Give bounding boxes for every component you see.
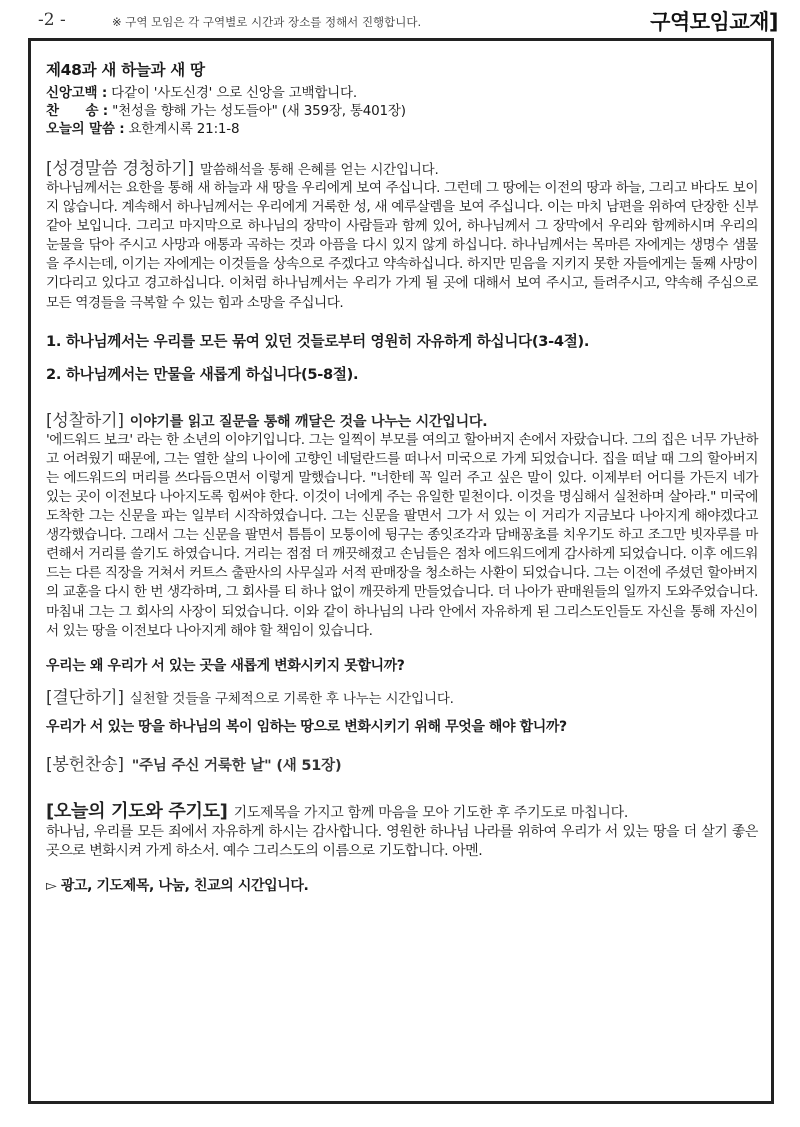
scripture-label: 오늘의 말씀 : <box>46 121 125 137</box>
prayer-heading <box>46 797 758 823</box>
offering-section <box>46 750 758 775</box>
header-note: ※ 구역 모임은 각 구역별로 시간과 장소를 정해서 진행합니다. <box>112 15 422 29</box>
point-1: 1. 하나님께서는 우리를 모든 묶여 있던 것들로부터 영원히 자유하게 하십니다(3-4절). <box>46 332 590 350</box>
scripture-text: 요한계시록 21:1-8 <box>128 121 240 137</box>
creed-text: 다같이 '사도신경' 으로 신앙을 고백합니다. <box>111 85 357 101</box>
listen-heading <box>46 154 758 179</box>
page-number: -2 - <box>38 10 66 30</box>
reflect-heading <box>46 406 758 431</box>
offering-hymn: "주님 주신 거룩한 날" (새 51장) <box>131 757 342 774</box>
listen-section <box>46 154 758 384</box>
reflect-question: 우리는 왜 우리가 서 있는 곳을 새롭게 변화시키지 못합니까? <box>46 657 405 674</box>
listen-desc: 말씀해석을 통해 은혜를 얻는 시간입니다. <box>199 162 439 178</box>
reflect-desc: 이야기를 읽고 질문을 통해 깨달은 것을 나누는 시간입니다. <box>129 413 488 430</box>
reflect-body: '에드워드 보크' 라는 한 소년의 이야기입니다. 그는 일찍이 부모를 여의고 할아버지 손에서 자랐습니다. 그의 집은 너무 가난하고 어려웠기 때문에, 그는 열한 살의 나이에 고향인 네덜란드를 떠나서 미국으로 가게 되었습니다. 집을 떠날 때 그의 할아버지는 에드워드의 머리를 쓰다듬으면서 이렇게 말했습니다. "너한테 꼭 일러 주고 싶은 말이 있다. 이제부터 어디를 가든지 네가 있는 곳이 이전보다 나아지도록 힘써야 한다. 이것이 너에게 주는 유일한 밑천이다. 이것을 명심해서 실천하며 살아라." 미국에 도착한 그는 신문을 파는 일부터 시작하였습니다. 그는 신문을 팔면서 그가 서 있는 이 거리가 지금보다 나아지게 해야겠다고 생각했습니다. 그래서 그는 신문을 팔면서 틈틈이 모퉁이에 뒹구는 종잇조각과 담배꽁초를 치우기도 하고 조그만 빗자루를 마련해서 거리를 쓸기도 하였습니다. 거리는 점점 더 깨끗해졌고 손님들은 점차 에드워드에게 감사하게 되었습니다. 이후 에드워드는 다른 직장을 거쳐서 커트스 출판사의 사무실과 서적 판매장을 청소하는 사환이 되었습니다. 그는 이전에 주셨던 할아버지의 교훈을 다시 한 번 생각하며, 그 회사를 티 하나 없이 깨끗하게 만들었습니다. 더 나아가 판매원들의 일까지 도와주었습니다. 마침내 그는 그 회사의 사장이 되었습니다. 이와 같이 하나님의 나라 안에서 자유하게 된 그리스도인들도 자신을 통해 자신이 서 있는 땅을 이전보다 나아지게 해야 할 책임이 있습니다. <box>46 431 758 639</box>
decide-tag: [결단하기] <box>46 687 124 708</box>
offering-tag: [봉헌찬송] <box>46 754 124 775</box>
prayer-body: 하나님, 우리를 모든 죄에서 자유하게 하시는 감사합니다. 영원한 하나님 나라를 위하여 우리가 서 있는 땅을 더 살기 좋은 곳으로 변화시켜 가게 하소서. 예수 그리스도의 이름으로 기도합니다. 아멘. <box>46 823 758 859</box>
decide-heading <box>46 683 758 708</box>
prayer-desc: 기도제목을 가지고 함께 마음을 모아 기도한 후 주기도로 마칩니다. <box>233 804 628 821</box>
listen-tag: [성경말씀 경청하기] <box>46 159 194 179</box>
point-2: 2. 하나님께서는 만물을 새롭게 하십니다(5-8절). <box>46 365 359 383</box>
lesson-title: 제48과 새 하늘과 새 땅 <box>46 61 205 79</box>
page-header <box>28 6 778 36</box>
prayer-tag: [오늘의 기도와 주기도] <box>46 800 228 822</box>
prayer-footer: ▻ 광고, 기도제목, 나눔, 친교의 시간입니다. <box>46 877 309 894</box>
scripture-line <box>46 120 758 138</box>
hymn-label: 찬 송 : <box>46 103 108 119</box>
reflect-tag: [성찰하기] <box>46 410 124 431</box>
decide-question: 우리가 서 있는 땅을 하나님의 복이 임하는 땅으로 변화시키기 위해 무엇을 해야 합니까? <box>46 718 567 735</box>
lesson-content <box>46 58 758 895</box>
prayer-section <box>46 797 758 895</box>
hymn-text: "천성을 향해 가는 성도들아" (새 359장, 통401장) <box>112 103 406 119</box>
creed-line <box>46 84 758 102</box>
hymn-line <box>46 102 758 120</box>
decide-desc: 실천할 것들을 구체적으로 기록한 후 나누는 시간입니다. <box>129 690 454 707</box>
listen-body: 하나님께서는 요한을 통해 새 하늘과 새 땅을 우리에게 보여 주십니다. 그런데 그 땅에는 이전의 땅과 하늘, 그리고 바다도 보이지 않습니다. 계속해서 하나님께서는 우리에게 거룩한 성, 새 예루살렘을 보여 주십니다. 이는 마치 남편을 위하여 단장한 신부 같아 보입니다. 그리고 마지막으로 하나님의 장막이 사람들과 함께 있어, 하나님께서 그 장막에서 우리와 함께하시며 우리의 눈물을 닦아 주시고 사망과 애통과 곡하는 것과 아픔을 다시 있지 않게 하십니다. 하나님께서는 목마른 자에게는 생명수 샘물을 주시는데, 이기는 자에게는 이것들을 상속으로 주겠다고 약속하십니다. 하지만 믿음을 지키지 못한 자들에게는 둘째 사망이 기다리고 있다고 경고하십니다. 이처럼 하나님께서는 우리가 가게 될 곳에 대해서 보여 주시고, 들려주시고, 약속해 주심으로 모든 역경들을 극복할 수 있는 힘과 소망을 주십니다. <box>46 180 758 311</box>
decide-section <box>46 683 758 736</box>
offering-heading <box>46 750 758 775</box>
creed-label: 신앙고백 : <box>46 85 108 101</box>
series-title: 구역모임교재] <box>650 10 778 34</box>
reflect-section <box>46 406 758 675</box>
